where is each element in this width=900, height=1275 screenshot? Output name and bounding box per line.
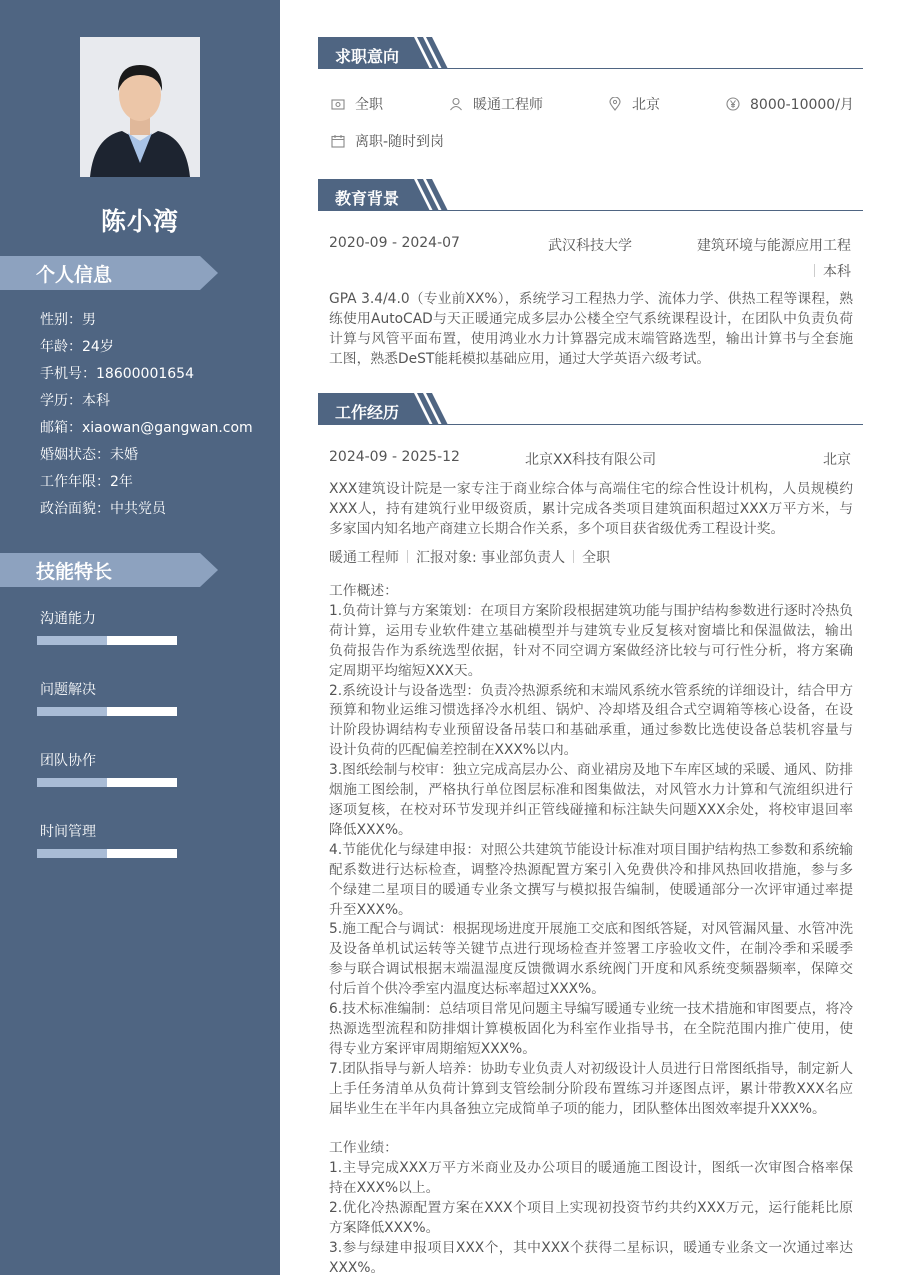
result-item: 3.参与绿建申报项目XXX个，其中XXX个获得二星标识，暖通专业条文一次通过率达XXX%。 bbox=[329, 1239, 853, 1275]
work-city: 北京 bbox=[823, 452, 851, 468]
intent-position bbox=[449, 94, 543, 114]
skill-name: 问题解决 bbox=[40, 682, 96, 698]
company-intro-text: XXX建筑设计院是一家专注于商业综合体与高端住宅的综合性设计机构，人员规模约XXX人，持有建筑行业甲级资质，累计完成各类项目建筑面积超过XXX万平方米，与多家国内知名地产商建立长期合作关系，多个项目获省级优秀工程设计奖。 bbox=[329, 481, 853, 537]
intent-type-value: 全职 bbox=[355, 97, 383, 113]
intent-type bbox=[331, 94, 383, 114]
overview-item: 5.施工配合与调试：根据现场进度开展施工交底和图纸答疑，对风管漏风量、水管冲洗及设备单机试运转等关键节点进行现场检查并签署工序验收文件，在制冷季和采暖季参与联合调试根据末端温湿度反馈微调水系统阀门开度和风系统变频器频率，保障交付后首个供冷季室内温度达标率超过XXX%。 bbox=[329, 921, 853, 998]
skill-bar bbox=[37, 849, 177, 858]
results-label: 工作业绩： bbox=[329, 1140, 398, 1157]
skill-level bbox=[37, 849, 107, 858]
skill-bar bbox=[37, 707, 177, 716]
skills-title: 技能特长 bbox=[36, 561, 113, 583]
work-title: 工作经历 bbox=[335, 403, 400, 422]
skill-name: 时间管理 bbox=[40, 824, 96, 840]
skills-heading bbox=[0, 553, 218, 587]
skill-item bbox=[40, 679, 96, 699]
intent-position-value: 暖通工程师 bbox=[473, 97, 543, 113]
intent-salary bbox=[726, 94, 854, 114]
overview-item: 1.负荷计算与方案策划：在项目方案阶段根据建筑功能与围护结构参数进行逐时冷热负荷计算，运用专业软件建立基础模型并与建筑专业反复核对窗墙比和保温做法，输出负荷报告作为系统选型依据，针对不同空调方案做经济比较与可行性分析，将方案确定周期平均缩短XXX天。 bbox=[329, 602, 853, 679]
overview-label: 工作概述： bbox=[329, 583, 398, 599]
intent-city bbox=[608, 94, 660, 114]
work-overview bbox=[329, 582, 853, 1275]
education-title: 教育背景 bbox=[335, 189, 400, 208]
info-email: 邮箱：xiaowan@gangwan.com bbox=[40, 420, 253, 436]
info-education: 学历：本科 bbox=[40, 393, 110, 409]
briefcase-icon bbox=[331, 97, 345, 111]
education-heading bbox=[318, 179, 863, 213]
location-icon bbox=[608, 97, 622, 111]
info-political: 政治面貌：中共党员 bbox=[40, 501, 166, 517]
result-item: 2.优化冷热源配置方案在XXX个项目上实现初投资节约共约XXX万元，运行能耗比原方案降低XXX%。 bbox=[329, 1200, 853, 1236]
intent-availability-value: 离职-随时到岗 bbox=[355, 134, 445, 150]
overview-item: 2.系统设计与设备选型：负责冷热源系统和末端风系统水管系统的详细设计，结合甲方预算和物业运维习惯选择冷水机组、锅炉、冷却塔及组合式空调箱等核心设备，在设计阶段协调结构专业预留设备吊装口和基础承重，通过参数比选使设备总装机容量与设计负荷的匹配偏差控制在XXX%以内。 bbox=[329, 682, 853, 759]
personal-info-heading bbox=[0, 256, 218, 290]
skill-name: 团队协作 bbox=[40, 753, 96, 769]
skill-level bbox=[37, 636, 107, 645]
personal-info-list bbox=[40, 310, 253, 526]
user-icon bbox=[449, 97, 463, 111]
separator bbox=[814, 264, 815, 277]
education-desc-text: GPA 3.4/4.0（专业前XX%），系统学习工程热力学、流体力学、供热工程等课程，熟练使用AutoCAD与天正暖通完成多层办公楼全空气系统课程设计，在团队中负责负荷计算与风管平面布置，使用鸿业水力计算器完成末端管路选型，输出计算书与全套施工图，熟悉DeST能耗模拟基础应用，通过大学英语六级考试。 bbox=[329, 291, 853, 367]
candidate-name: 陈小湾 bbox=[100, 207, 179, 236]
skill-name: 沟通能力 bbox=[40, 611, 96, 627]
sidebar bbox=[0, 0, 280, 1275]
info-phone: 手机号：18600001654 bbox=[40, 366, 194, 382]
overview-item: 3.图纸绘制与校审：独立完成高层办公、商业裙房及地下车库区域的采暖、通风、防排烟施工图绘制，严格执行单位图层标准和图集做法，对风管水力计算和气流组织进行逐项复核，在校对环节发现并纠正管线碰撞和标注缺失问题XXX余处，将校审退回率降低XXX%。 bbox=[329, 762, 853, 838]
info-gender: 性别：男 bbox=[40, 312, 96, 328]
separator bbox=[573, 550, 574, 563]
education-row bbox=[329, 235, 851, 255]
education-period: 2020-09 - 2024-07 bbox=[329, 235, 460, 251]
work-period: 2024-09 - 2025-12 bbox=[329, 449, 460, 465]
education-description bbox=[329, 290, 853, 370]
education-degree: 本科 bbox=[823, 264, 851, 280]
skill-bar bbox=[37, 778, 177, 787]
intent-title: 求职意向 bbox=[335, 47, 400, 66]
skill-item bbox=[40, 750, 96, 770]
intent-heading bbox=[318, 37, 863, 71]
intent-city-value: 北京 bbox=[632, 97, 660, 113]
skill-item bbox=[40, 821, 96, 841]
info-marital: 婚姻状态：未婚 bbox=[40, 447, 138, 463]
work-tag: 全职 bbox=[582, 550, 611, 566]
yen-icon bbox=[726, 97, 740, 111]
skill-item bbox=[40, 608, 96, 628]
result-item: 1.主导完成XXX万平方米商业及办公项目的暖通施工图设计，图纸一次审图合格率保持在XXX%以上。 bbox=[329, 1160, 853, 1197]
intent-salary-value: 8000-10000/月 bbox=[750, 97, 854, 113]
education-school: 武汉科技大学 bbox=[548, 238, 632, 254]
intent-availability bbox=[331, 131, 444, 151]
personal-info-title: 个人信息 bbox=[36, 264, 113, 286]
work-tag: 暖通工程师 bbox=[329, 550, 399, 566]
overview-item: 7.团队指导与新人培养：协助专业负责人对初级设计人员进行日常图纸指导，制定新人上手任务清单从负荷计算到支管绘制分阶段布置练习并逐图点评，累计带教XXX名应届毕业生在半年内具备独立完成简单子项的能力，团队整体出图效率提升XXX%。 bbox=[329, 1060, 853, 1117]
work-tag: 汇报对象: 事业部负责人 bbox=[416, 550, 566, 566]
skill-bar bbox=[37, 636, 177, 645]
profile-photo bbox=[80, 37, 200, 177]
skill-level bbox=[37, 778, 107, 787]
work-row bbox=[329, 449, 851, 469]
work-company: 北京XX科技有限公司 bbox=[525, 452, 657, 468]
info-years: 工作年限：2年 bbox=[40, 474, 133, 490]
overview-item: 4.节能优化与绿建申报：对照公共建筑节能设计标准对项目围护结构热工参数和系统输配系数进行达标检查，调整冷热源配置方案引入免费供冷和排风热回收措施，参与多个绿建二星项目的暖通专业条文撰写与模拟报告编制，使暖通部分一次评审通过率提升至XXX%。 bbox=[329, 841, 853, 918]
work-heading bbox=[318, 393, 863, 427]
education-degree-row bbox=[329, 261, 851, 281]
overview-item: 6.技术标准编制：总结项目常见问题主导编写暖通专业统一技术措施和审图要点，将冷热源选型流程和防排烟计算模板固化为科室作业指导书，在全院范围内推广使用，使得专业方案评审周期缩短XXX%。 bbox=[329, 1001, 853, 1057]
company-intro bbox=[329, 480, 853, 540]
info-age: 年龄：24岁 bbox=[40, 339, 114, 355]
separator bbox=[407, 550, 408, 563]
education-major: 建筑环境与能源应用工程 bbox=[697, 238, 851, 254]
work-tags bbox=[329, 547, 851, 567]
calendar-icon bbox=[331, 134, 345, 148]
skill-level bbox=[37, 707, 107, 716]
